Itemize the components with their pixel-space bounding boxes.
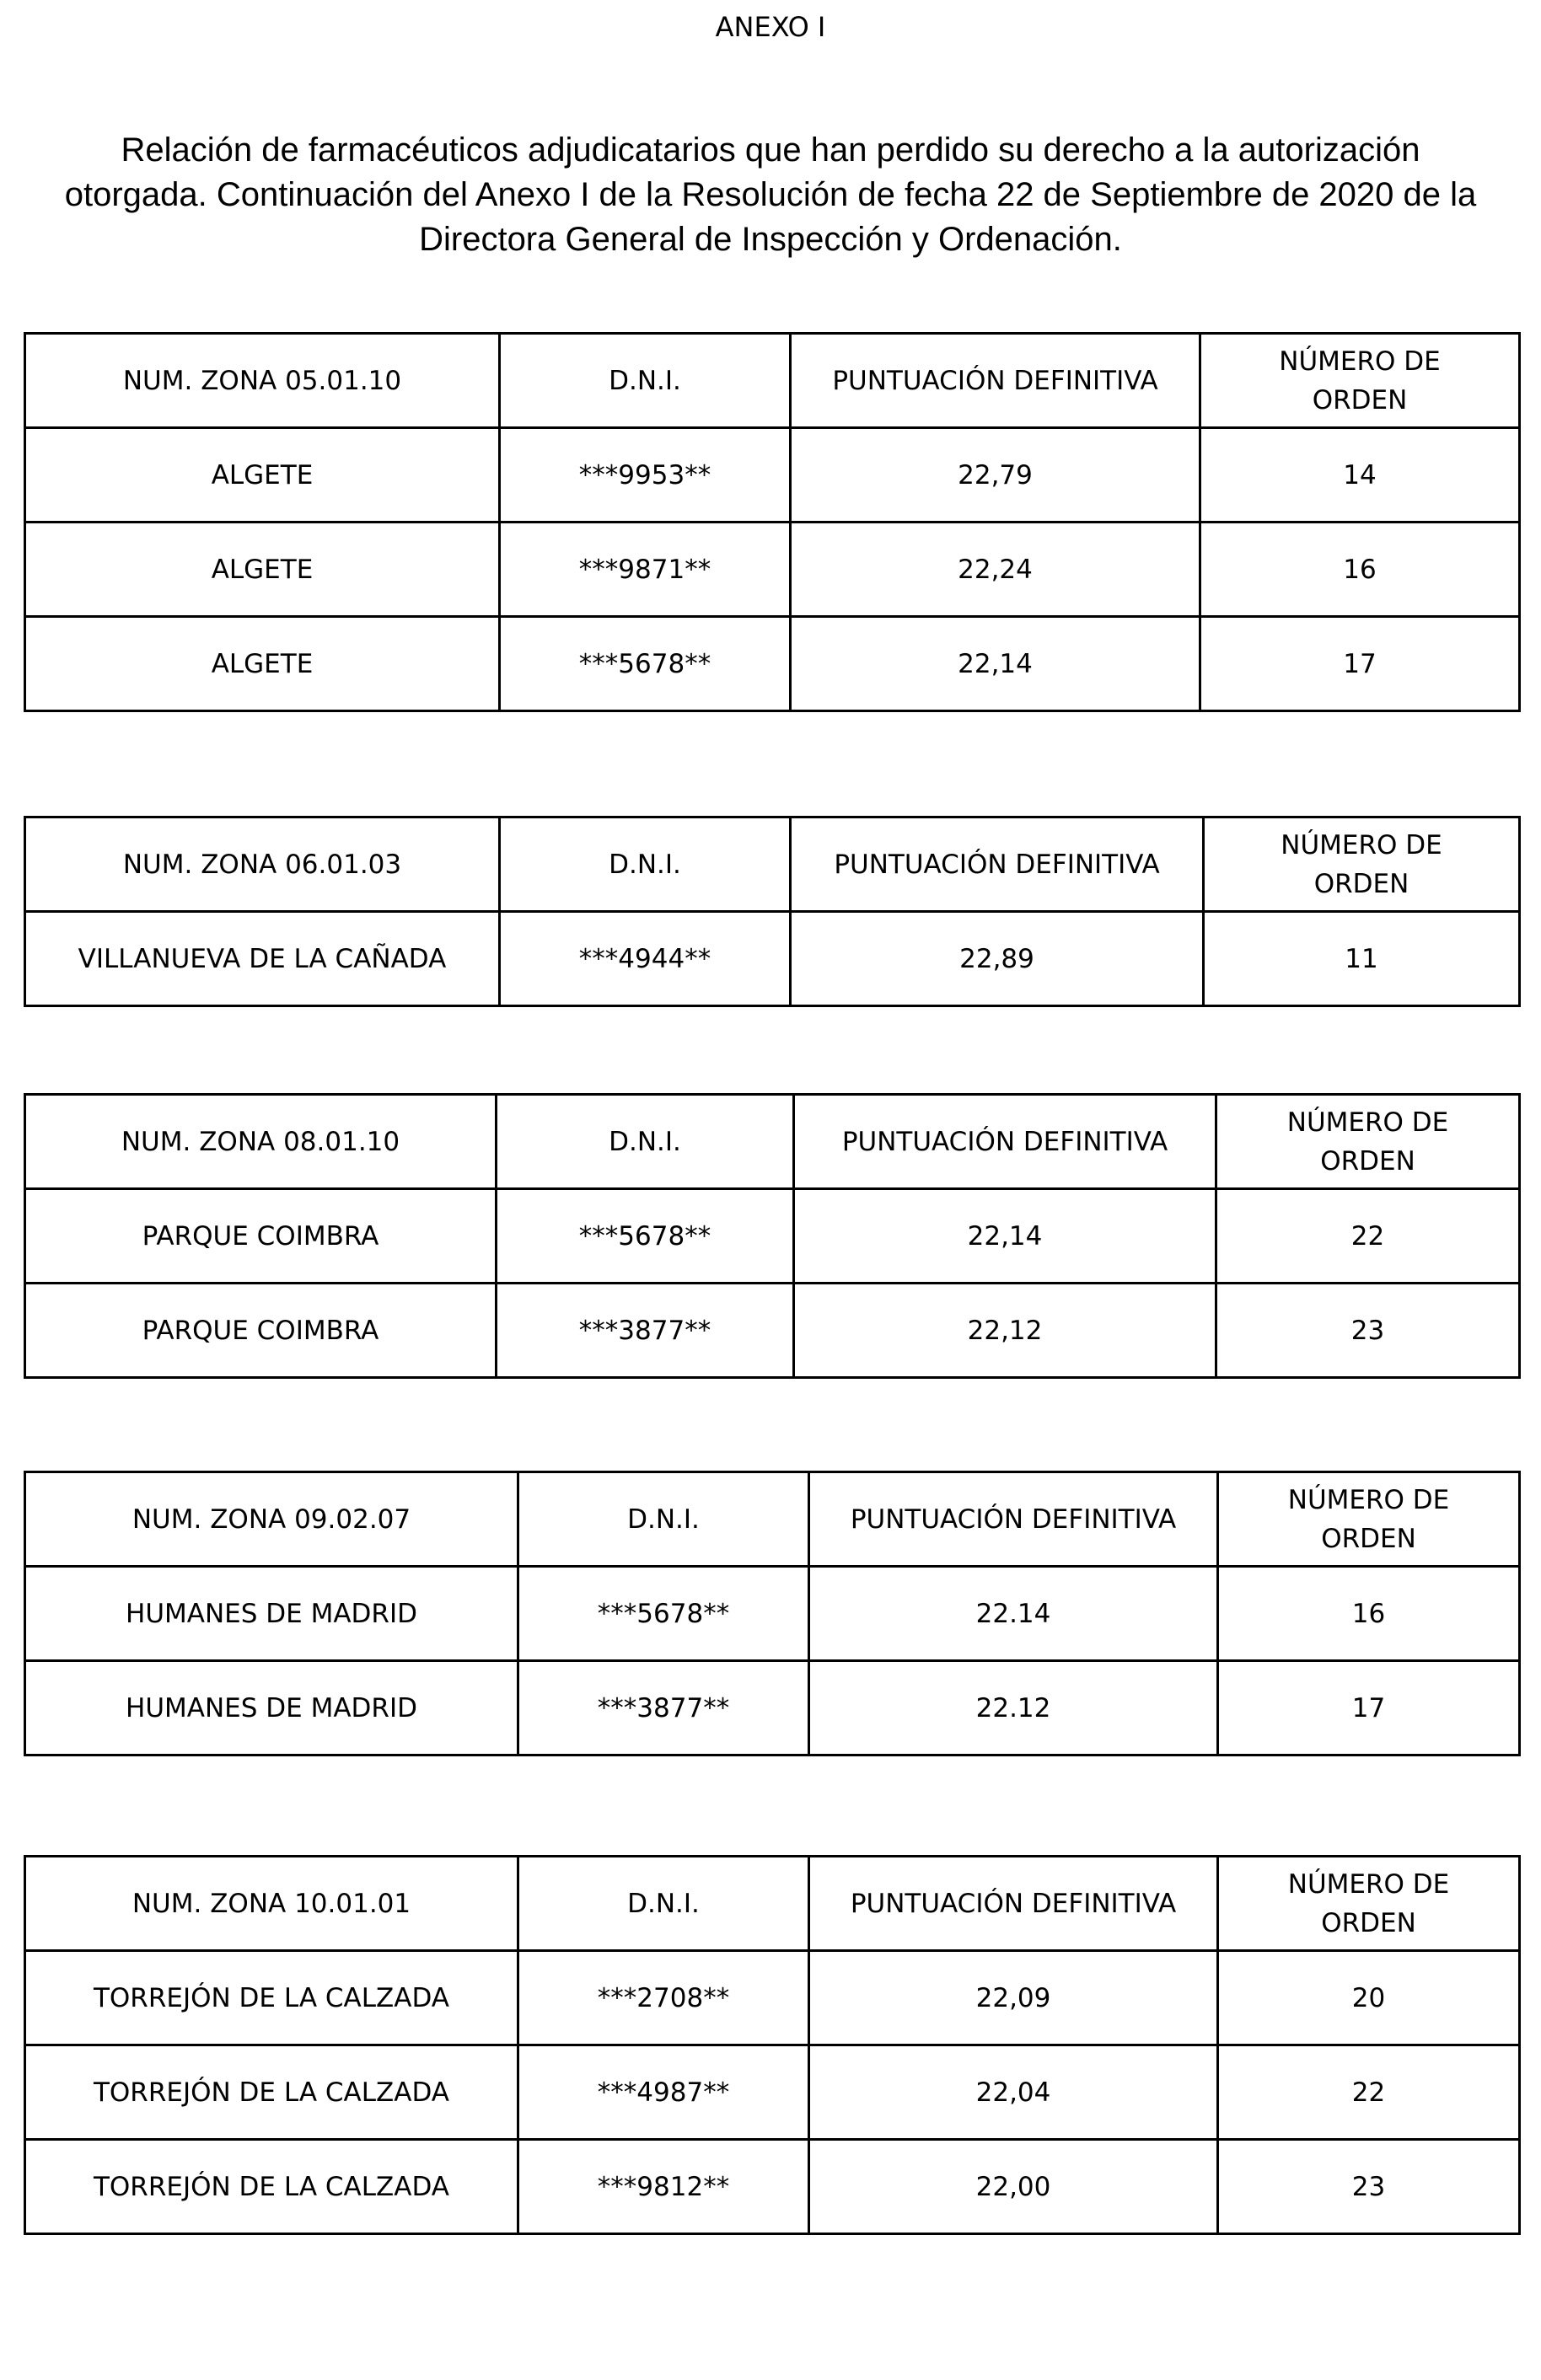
dni-header: D.N.I. [518,1472,809,1567]
order-cell: 16 [1218,1567,1520,1661]
dni-cell: ***4944** [500,912,791,1006]
locality-cell: TORREJÓN DE LA CALZADA [25,1951,518,2045]
order-cell: 14 [1200,428,1520,523]
score-header: PUNTUACIÓN DEFINITIVA [791,817,1204,912]
table-row [25,1284,1520,1378]
table-header-row [25,1095,1520,1189]
dni-cell: ***9871** [500,523,791,617]
order-number-header: NÚMERO DE ORDEN [1218,1472,1520,1567]
score-header: PUNTUACIÓN DEFINITIVA [809,1857,1218,1951]
locality-cell: TORREJÓN DE LA CALZADA [25,2140,518,2234]
order-cell: 22 [1218,2045,1520,2140]
score-header: PUNTUACIÓN DEFINITIVA [794,1095,1216,1189]
order-number-header: NÚMERO DE ORDEN [1216,1095,1520,1189]
dni-cell: ***3877** [518,1661,809,1756]
intro-line: Relación de farmacéuticos adjudicatarios que han perdido su derecho a la autorización [121,131,1420,169]
score-cell: 22,79 [791,428,1200,523]
order-cell: 23 [1216,1284,1520,1378]
score-cell: 22,00 [809,2140,1218,2234]
zone-table-06-01-03 [24,816,1521,1007]
locality-cell: PARQUE COIMBRA [25,1284,497,1378]
table-row [25,617,1520,711]
table-header-row [25,1472,1520,1567]
locality-cell: HUMANES DE MADRID [25,1567,518,1661]
dni-header: D.N.I. [497,1095,794,1189]
score-header: PUNTUACIÓN DEFINITIVA [809,1472,1218,1567]
table-row [25,1661,1520,1756]
dni-cell: ***2708** [518,1951,809,2045]
score-cell: 22.12 [809,1661,1218,1756]
order-cell: 20 [1218,1951,1520,2045]
intro-line: otorgada. Continuación del Anexo I de la Resolución de fecha 22 de Septiembre de 2020 de la [64,176,1477,213]
locality-cell: ALGETE [25,428,500,523]
intro-paragraph [17,128,1524,262]
dni-cell: ***9953** [500,428,791,523]
dni-cell: ***5678** [497,1189,794,1284]
order-cell: 23 [1218,2140,1520,2234]
dni-cell: ***5678** [500,617,791,711]
table-row [25,912,1520,1006]
table-row [25,523,1520,617]
locality-cell: PARQUE COIMBRA [25,1189,497,1284]
zone-number-header: NUM. ZONA 09.02.07 [25,1472,518,1567]
score-cell: 22,04 [809,2045,1218,2140]
score-cell: 22.14 [809,1567,1218,1661]
order-number-header: NÚMERO DE ORDEN [1218,1857,1520,1951]
zone-number-header: NUM. ZONA 06.01.03 [25,817,500,912]
zone-number-header: NUM. ZONA 08.01.10 [25,1095,497,1189]
dni-cell: ***4987** [518,2045,809,2140]
score-cell: 22,24 [791,523,1200,617]
score-cell: 22,89 [791,912,1204,1006]
dni-header: D.N.I. [500,817,791,912]
zone-table-09-02-07 [24,1471,1521,1756]
dni-cell: ***3877** [497,1284,794,1378]
score-cell: 22,12 [794,1284,1216,1378]
table-row [25,2140,1520,2234]
table-row [25,1951,1520,2045]
locality-cell: ALGETE [25,523,500,617]
table-header-row [25,1857,1520,1951]
locality-cell: VILLANUEVA DE LA CAÑADA [25,912,500,1006]
order-cell: 17 [1218,1661,1520,1756]
locality-cell: HUMANES DE MADRID [25,1661,518,1756]
table-row [25,1189,1520,1284]
intro-line: Directora General de Inspección y Ordenación. [419,221,1122,258]
locality-cell: TORREJÓN DE LA CALZADA [25,2045,518,2140]
order-number-header: NÚMERO DE ORDEN [1200,334,1520,428]
table-row [25,428,1520,523]
table-row [25,1567,1520,1661]
dni-header: D.N.I. [518,1857,809,1951]
score-header: PUNTUACIÓN DEFINITIVA [791,334,1200,428]
order-cell: 17 [1200,617,1520,711]
zone-number-header: NUM. ZONA 10.01.01 [25,1857,518,1951]
zone-table-08-01-10 [24,1093,1521,1379]
order-cell: 16 [1200,523,1520,617]
dni-header: D.N.I. [500,334,791,428]
dni-cell: ***5678** [518,1567,809,1661]
table-row [25,2045,1520,2140]
score-cell: 22,14 [791,617,1200,711]
zone-number-header: NUM. ZONA 05.01.10 [25,334,500,428]
zone-table-05-01-10 [24,332,1521,712]
order-cell: 22 [1216,1189,1520,1284]
table-header-row [25,334,1520,428]
order-cell: 11 [1204,912,1520,1006]
order-number-header: NÚMERO DE ORDEN [1204,817,1520,912]
locality-cell: ALGETE [25,617,500,711]
score-cell: 22,14 [794,1189,1216,1284]
table-header-row [25,817,1520,912]
zone-table-10-01-01 [24,1855,1521,2235]
dni-cell: ***9812** [518,2140,809,2234]
annex-title: ANEXO I [715,11,826,43]
score-cell: 22,09 [809,1951,1218,2045]
